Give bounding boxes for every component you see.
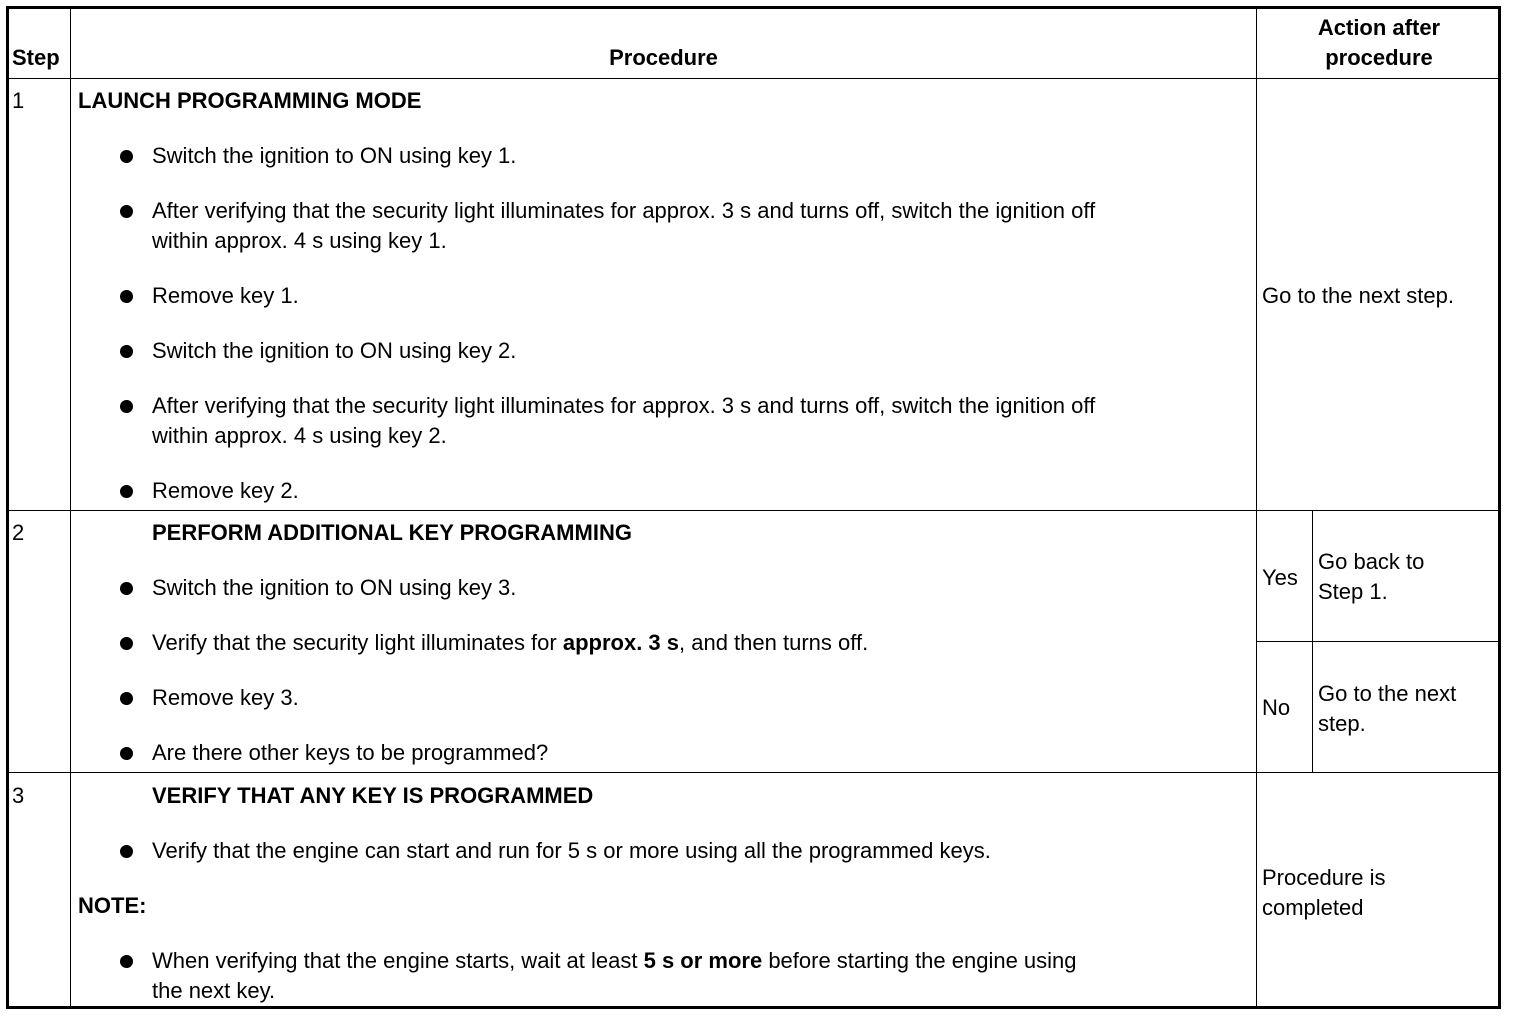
step-number-3: 3 xyxy=(12,783,25,808)
note-label: NOTE: xyxy=(78,893,147,918)
bullet-icon xyxy=(120,205,133,218)
step-1-bullet-2-cont: within approx. 4 s using key 1. xyxy=(152,228,447,253)
no-label: No xyxy=(1262,695,1291,720)
bullet-icon xyxy=(120,747,133,760)
step-1-action: Go to the next step. xyxy=(1262,283,1455,308)
yes-no-column-divider xyxy=(1312,510,1313,772)
bullet-icon xyxy=(120,692,133,705)
yes-label: Yes xyxy=(1262,565,1298,590)
step-2-bullet-2-tail: , and then turns off. xyxy=(679,630,869,655)
bullet-icon xyxy=(120,955,133,968)
step-3-note-cont: the next key. xyxy=(152,978,276,1003)
step-2-bullet-2 xyxy=(152,628,868,658)
step-3-action-line1: Procedure is xyxy=(1262,865,1386,890)
step-3-bullet-1: Verify that the engine can start and run for 5 s or more using all the programmed keys. xyxy=(152,838,991,863)
no-action-line2: step. xyxy=(1318,711,1366,736)
step-2-title: PERFORM ADDITIONAL KEY PROGRAMMING xyxy=(152,520,632,545)
step-1-bullet-5: After verifying that the security light illuminates for approx. 3 s and turns off, switch the ignition off xyxy=(152,393,1096,418)
step-1-title: LAUNCH PROGRAMMING MODE xyxy=(78,88,422,113)
column-divider-action xyxy=(1256,6,1257,1009)
column-divider-step xyxy=(70,6,71,1009)
step-3-note-bullet xyxy=(152,946,1077,976)
bullet-icon xyxy=(120,400,133,413)
header-divider xyxy=(6,78,1501,79)
step-1-bullet-3: Remove key 1. xyxy=(152,283,299,308)
yes-no-divider xyxy=(1256,641,1501,642)
bullet-icon xyxy=(120,637,133,650)
bullet-icon xyxy=(120,150,133,163)
step-number-1: 1 xyxy=(12,88,25,113)
step-3-note-tail: before starting the engine using xyxy=(762,948,1077,973)
step-number-2: 2 xyxy=(12,520,25,545)
yes-action-line1: Go back to xyxy=(1318,549,1425,574)
step-1-bullet-1: Switch the ignition to ON using key 1. xyxy=(152,143,517,168)
step-2-bullet-2-text: Verify that the security light illuminates for xyxy=(152,630,563,655)
row-divider-1 xyxy=(6,510,1501,511)
yes-action-line2: Step 1. xyxy=(1318,579,1388,604)
step-3-title: VERIFY THAT ANY KEY IS PROGRAMMED xyxy=(152,783,594,808)
header-step: Step xyxy=(12,45,60,70)
step-1-bullet-4: Switch the ignition to ON using key 2. xyxy=(152,338,517,363)
header-action-line2: procedure xyxy=(1325,45,1433,70)
step-2-bullet-2-bold: approx. 3 s xyxy=(562,630,680,655)
step-2-bullet-1: Switch the ignition to ON using key 3. xyxy=(152,575,517,600)
step-2-bullet-3: Remove key 3. xyxy=(152,685,299,710)
header-action-line1: Action after xyxy=(1317,15,1441,40)
header-procedure: Procedure xyxy=(609,45,718,70)
step-2-bullet-4: Are there other keys to be programmed? xyxy=(152,740,549,765)
step-1-bullet-5-cont: within approx. 4 s using key 2. xyxy=(152,423,447,448)
step-1-bullet-2: After verifying that the security light illuminates for approx. 3 s and turns off, switch the ignition off xyxy=(152,198,1096,223)
step-3-action-line2: completed xyxy=(1262,895,1364,920)
step-3-note-bold: 5 s or more xyxy=(643,948,763,973)
bullet-icon xyxy=(120,290,133,303)
no-action-line1: Go to the next xyxy=(1318,681,1457,706)
step-1-bullet-6: Remove key 2. xyxy=(152,478,299,503)
bullet-icon xyxy=(120,582,133,595)
bullet-icon xyxy=(120,345,133,358)
bullet-icon xyxy=(120,485,133,498)
bullet-icon xyxy=(120,845,133,858)
row-divider-2 xyxy=(6,772,1501,773)
step-3-note-text: When verifying that the engine starts, wait at least xyxy=(152,948,644,973)
